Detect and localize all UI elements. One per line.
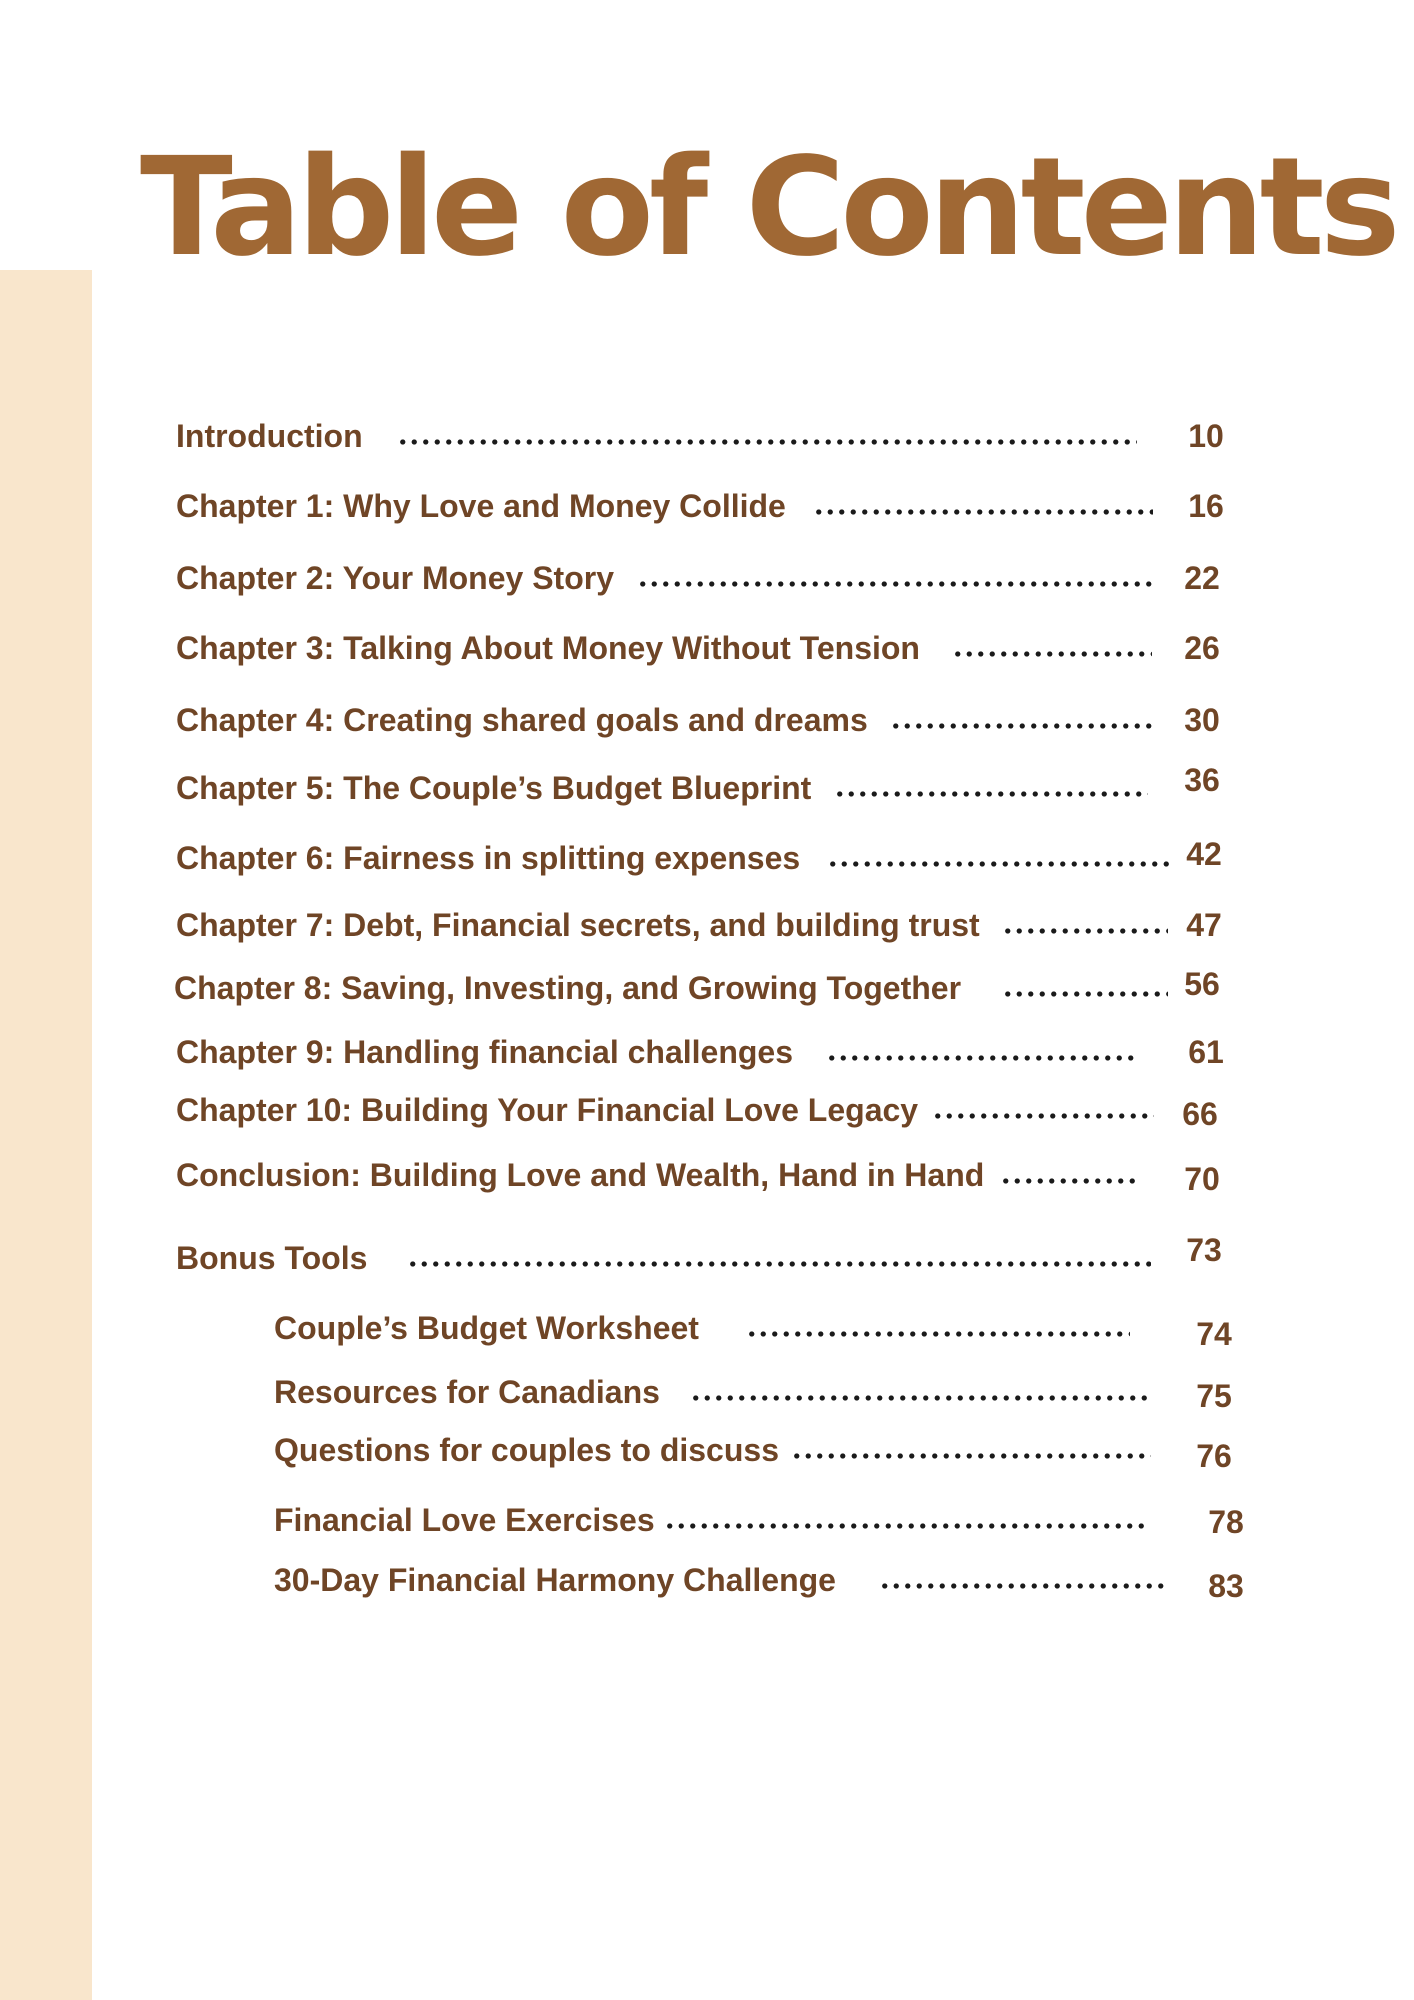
toc-entry-label: 30-Day Financial Harmony Challenge — [274, 1562, 836, 1598]
toc-page-number: 26 — [1184, 630, 1220, 666]
toc-entry-label: Introduction — [176, 418, 363, 454]
toc-entry-label: Chapter 7: Debt, Financial secrets, and building trust — [176, 907, 980, 943]
toc-entry-chapter-1[interactable] — [176, 486, 1236, 530]
toc-page-number: 42 — [1186, 836, 1222, 872]
dot-leader — [890, 723, 1152, 729]
page-title: Table of Contents — [140, 129, 1396, 287]
toc-subentry-harmony-challenge[interactable] — [274, 1560, 1244, 1604]
toc-entry-chapter-3[interactable] — [176, 628, 1236, 672]
toc-entry-label: Chapter 1: Why Love and Money Collide — [176, 488, 786, 524]
toc-subentry-budget-worksheet[interactable] — [274, 1308, 1234, 1352]
dot-leader — [879, 1583, 1169, 1589]
toc-entry-chapter-2[interactable] — [176, 558, 1236, 602]
toc-page-number: 76 — [1196, 1438, 1232, 1474]
toc-entry-label: Bonus Tools — [176, 1240, 368, 1276]
toc-subentry-love-exercises[interactable] — [274, 1500, 1244, 1544]
toc-subentry-resources-canadians[interactable] — [274, 1372, 1234, 1416]
dot-leader — [791, 1453, 1151, 1459]
dot-leader — [813, 509, 1153, 515]
toc-entry-label: Questions for couples to discuss — [274, 1432, 779, 1468]
toc-page-number: 30 — [1184, 702, 1220, 738]
dot-leader — [690, 1395, 1150, 1401]
toc-entry-label: Chapter 8: Saving, Investing, and Growing Together — [174, 970, 962, 1006]
toc-entry-bonus-tools[interactable] — [176, 1232, 1236, 1282]
toc-entry-label: Chapter 4: Creating shared goals and dreams — [176, 702, 868, 738]
toc-page-number: 22 — [1184, 560, 1220, 596]
toc-entry-chapter-8[interactable] — [174, 968, 1234, 1012]
dot-leader — [1002, 928, 1168, 934]
dot-leader — [407, 1261, 1151, 1267]
dot-leader — [932, 1113, 1154, 1119]
toc-page-number: 56 — [1184, 966, 1220, 1002]
toc-entry-chapter-6[interactable] — [176, 838, 1236, 882]
toc-entry-conclusion[interactable] — [176, 1155, 1236, 1199]
toc-page-number: 74 — [1196, 1316, 1232, 1352]
toc-entry-chapter-4[interactable] — [176, 700, 1236, 744]
toc-entry-introduction[interactable] — [176, 416, 1236, 460]
toc-entry-label: Chapter 6: Fairness in splitting expenses — [176, 840, 801, 876]
toc-entry-label: Couple’s Budget Worksheet — [274, 1310, 699, 1346]
toc-entry-label: Resources for Canadians — [274, 1374, 660, 1410]
toc-page-number: 75 — [1196, 1378, 1232, 1414]
toc-page-number: 70 — [1184, 1161, 1220, 1197]
toc-entry-label: Chapter 5: The Couple’s Budget Blueprint — [176, 770, 812, 806]
dot-leader — [834, 791, 1148, 797]
dot-leader — [637, 581, 1152, 587]
toc-entry-chapter-9[interactable] — [176, 1032, 1236, 1076]
toc-entry-label: Chapter 2: Your Money Story — [176, 560, 614, 596]
dot-leader — [1000, 1178, 1140, 1184]
toc-entry-label: Financial Love Exercises — [274, 1502, 655, 1538]
toc-page-number: 47 — [1186, 907, 1222, 943]
toc-entry-chapter-10[interactable] — [176, 1090, 1236, 1134]
dot-leader — [397, 439, 1137, 445]
toc-page-number: 36 — [1184, 762, 1220, 798]
toc-page-number: 83 — [1208, 1568, 1244, 1604]
toc-entry-label: Chapter 9: Handling financial challenges — [176, 1034, 794, 1070]
dot-leader — [952, 651, 1152, 657]
toc-page-number: 66 — [1182, 1096, 1218, 1132]
toc-entry-label: Chapter 3: Talking About Money Without Tension — [176, 630, 920, 666]
toc-page-number: 73 — [1186, 1232, 1222, 1268]
toc-subentry-questions-couples[interactable] — [274, 1430, 1234, 1474]
toc-entry-label: Conclusion: Building Love and Wealth, Hand in Hand — [176, 1157, 985, 1193]
toc-entry-chapter-7[interactable] — [176, 905, 1236, 949]
toc-page-number: 61 — [1188, 1034, 1224, 1070]
toc-entry-chapter-5[interactable] — [176, 762, 1236, 812]
dot-leader — [664, 1523, 1146, 1529]
toc-entry-label: Chapter 10: Building Your Financial Love Legacy — [176, 1092, 919, 1128]
dot-leader — [826, 1055, 1138, 1061]
dot-leader — [746, 1331, 1130, 1337]
toc-page-number: 78 — [1208, 1504, 1244, 1540]
dot-leader — [827, 861, 1171, 867]
toc-page-number: 16 — [1188, 488, 1224, 524]
toc-page-number: 10 — [1188, 418, 1224, 454]
dot-leader — [1002, 991, 1168, 997]
